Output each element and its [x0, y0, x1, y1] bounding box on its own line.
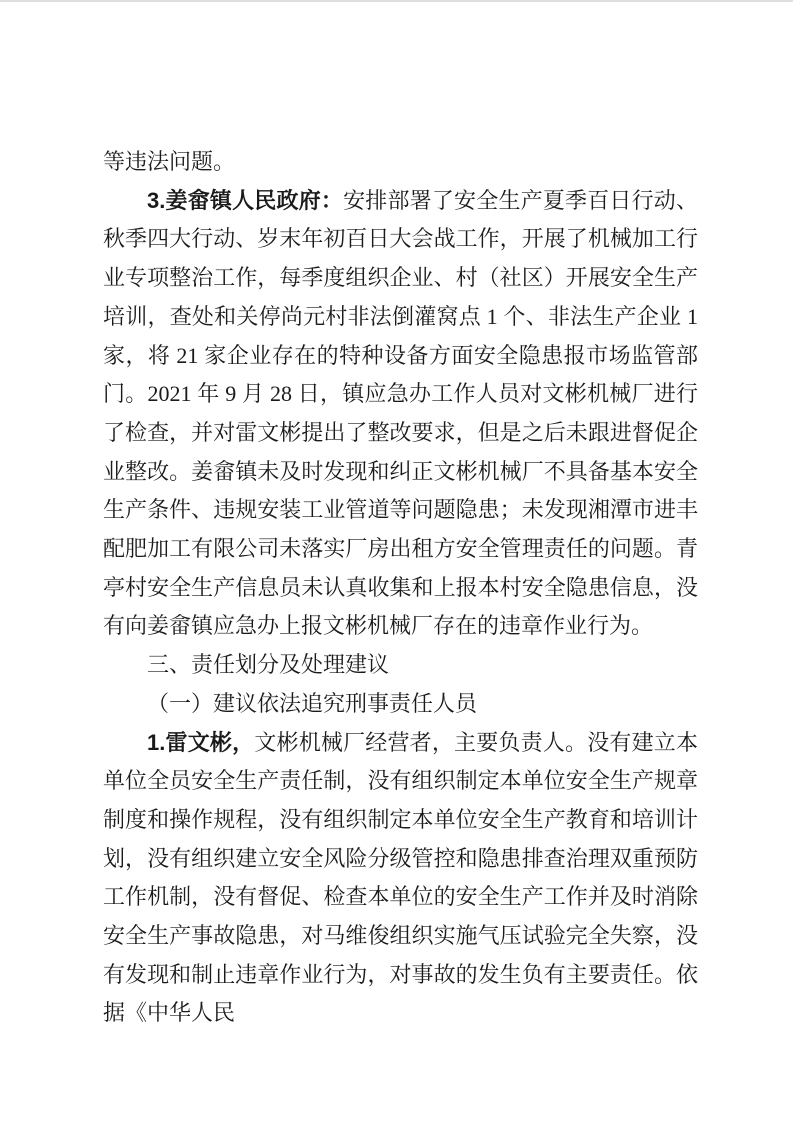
subsection-heading-criminal-liability: （一）建议依法追究刑事责任人员	[147, 690, 478, 716]
paragraph-township-text: 安排部署了安全生产夏季百日行动、秋季四大行动、岁末年初百日大会战工作，开展了机械加工行业专项整治工作，每季度组织企业、村（社区）开展安全生产培训，查处和关停尚元村非法倒灌窝点 1 个、非法生产企业 1 家，将 21 家企业存在的特种设备方面安全隐患报市场监管部门。2021 年 9 月 28 日，镇应急办工作人员对文彬机械厂进行了检查，并对雷文彬提出了整改要求，但是之后未跟进督促企业整改。姜畲镇未及时发现和纠正文彬机械厂不具备基本安全生产条件、违规安装工业管道等问题隐患；未发现湘潭市进丰配肥加工有限公司未落实厂房出租方安全管理责任的问题。青亭村安全生产信息员未认真收集和上报本村安全隐患信息，没有向姜畲镇应急办上报文彬机械厂存在的违章作业行为。	[103, 187, 698, 639]
paragraph-continuation-text: 等违法问题。	[103, 149, 236, 174]
paragraph-township-lead: 3.姜畲镇人民政府：	[147, 187, 344, 213]
paragraph-continuation	[103, 143, 698, 182]
paragraph-lei-wenbin	[103, 724, 698, 1034]
page-content	[103, 143, 698, 1033]
paragraph-township-government	[103, 182, 698, 646]
paragraph-lei-wenbin-text: 文彬机械厂经营者，主要负责人。没有建立本单位全员安全生产责任制，没有组织制定本单位安全生产规章制度和操作规程，没有组织制定本单位安全生产教育和培训计划，没有组织建立安全风险分级管控和隐患排查治理双重预防工作机制，没有督促、检查本单位的安全生产工作并及时消除安全生产事故隐患，对马维俊组织实施气压试验完全失察，没有发现和制止违章作业行为，对事故的发生负有主要责任。依据《中华人民	[103, 729, 698, 1026]
paragraph-lei-wenbin-lead: 1.雷文彬，	[147, 729, 255, 755]
section-heading-responsibility: 三、责任划分及处理建议	[147, 652, 390, 678]
page-top-edge	[0, 0, 793, 2]
